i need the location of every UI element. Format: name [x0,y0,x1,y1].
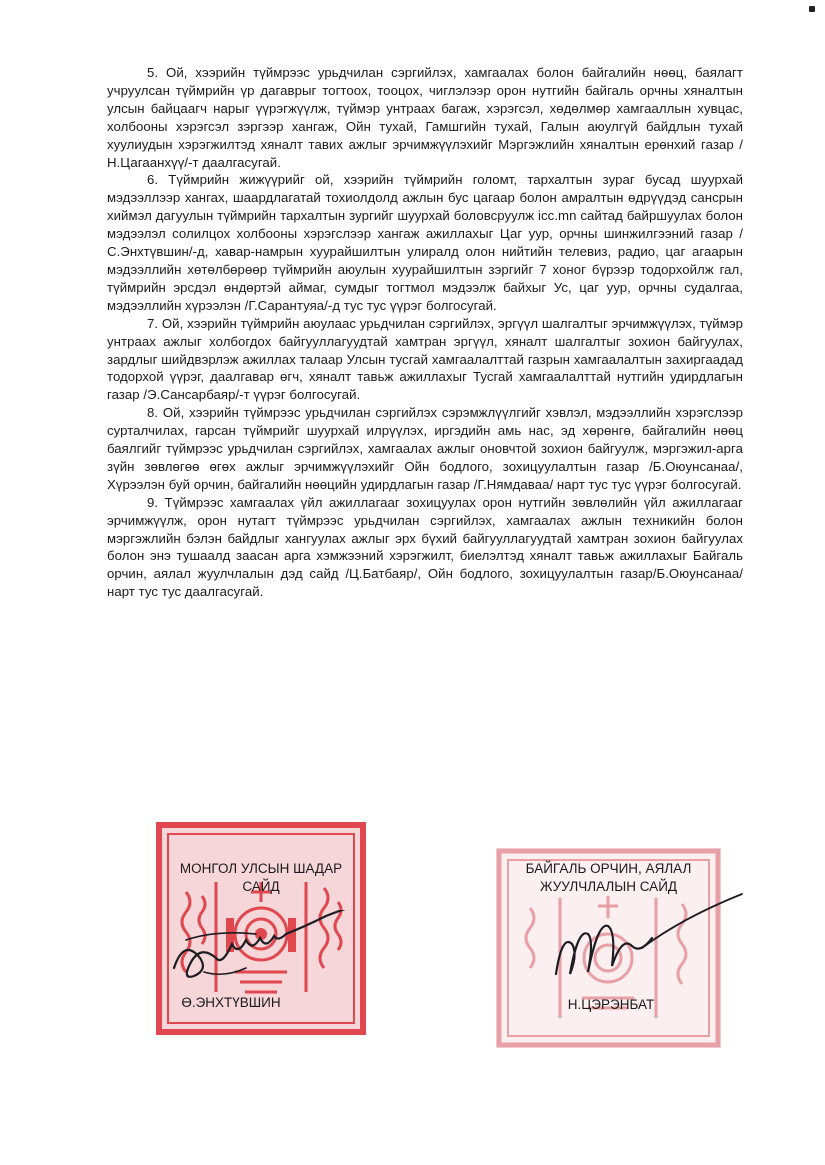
left-signatory-name: Ө.ЭНХТҮВШИН [181,995,281,1010]
left-title-line-1: МОНГОЛ УЛСЫН ШАДАР [179,861,343,876]
left-signatory-title [156,860,366,896]
order-body-text [107,64,743,601]
right-title-line-2: ЖУУЛЧЛАЛЫН САЙД [539,879,678,894]
right-handwritten-signature [546,888,746,988]
paragraph-item-8: 8. Ой, хээрийн түймрээс урьдчилан сэргийлэх сэрэмжлүүлгийг хэвлэл, мэдээллийн хэрэгслээр сурталчилах, гарсан түймрийг шуурхай илрүүлэх, иргэдийн амь нас, эд хөрөнгө, байгалийн нөөц баялгийг түймрээс урьдчилан сэргийлэх, хамгаалах ажлыг оновчтой зохион байгуулж, мэргэжил-арга зүйн зөвлөгөө өгөх ажлыг эрчимжүүлэхийг Ойн бодлого, зохицуулалтын газар /Б.Оюунсанаа/, Хүрээлэн буй орчин, байгалийн нөөцийн удирдлагын газар /Г.Нямдаваа/ нарт тус тус үүрэг болгосугай. [107,405,743,492]
paragraph-item-9: 9. Түймрээс хамгаалах үйл ажиллагааг зохицуулах орон нутгийн зөвлөлийн үйл ажиллагааг эрчимжүүлж, орон нутагт түймрээс урьдчилан сэргийлэх, хамгаалах ажлын техникийн болон мэргэжлийн бэлэн байдлыг хангуулах ажлыг эрх бүхий байгууллагуудтай хамтран зохион байгуулах болон энэ тушаалд заасан арга хэмжээний хэрэгжилт, биелэлтэд хяналт тавьж ажиллахыг Байгаль орчин, аялал жуулчлалын дэд сайд /Ц.Батбаяр/, Ойн бодлого, зохицуулалтын газар/Б.Оюунсанаа/ нарт тус тус даалгасугай. [107,494,743,600]
paragraph-item-7: 7. Ой, хээрийн түймрийн аюулаас урьдчилан сэргийлэх, эргүүл шалгалтыг эрчимжүүлэх, түймэр унтраах ажлыг холбогдох байгууллагуудтай хамтран эргүүл, хяналт шалгалтыг зохион байгуулах, зардлыг шийдвэрлэж ажиллах талаар Улсын тусгай хамгаалалттай газрын хамгаалалтын захиргаадад тодорхой үүрэг, даалгавар өгч, хяналт тавьж ажиллахыг Тусгай хамгаалалттай нутгийн удирдлагын газар /Э.Сансарбаяр/-т үүрэг болгосугай. [107,315,743,403]
paragraph-item-6: 6. Түймрийн жижүүрийг ой, хээрийн түймрийн голомт, тархалтын зураг бусад шуурхай мэдээллээр хангах, шаардлагатай тохиолдолд ажлын бус цагаар болон амралтын өдрүүдэд сансрын хиймэл дагуулын түймрийн тархалтын зургийг шуурхай боловсруулж icc.mn сайтад байршуулах болон мэдээлэл солилцох холбооны хэрэгслээр хангаж ажиллахыг Цаг уур, орчны шинжилгээний газар /С.Энхтүвшин/-д, хавар-намрын хуурайшилтын улиралд олон нийтийн телевиз, радио, цаг агаарын мэдээллийн хөтөлбөрөөр түймрийн аюулын хуурайшилтын зэргийг 7 хоног бүрээр тодорхойлж гал, түймрийн эрсдэл өндөртэй аймаг, сумдыг тогтмол мэдээлж байхыг Ус, цаг уур, орчны судалгаа, мэдээллийн хүрээлэн /Г.Сарантуяа/-д тус тус үүрэг болгосугай. [107,172,743,313]
right-signatory-name: Н.ЦЭРЭНБАТ [567,997,655,1012]
minister-environment-signature-block [496,848,721,1048]
left-title-line-2: САЙД [242,879,280,894]
paragraph-item-5: 5. Ой, хээрийн түймрээс урьдчилан сэргийлэх, хамгаалах болон байгалийн нөөц, баялагт учруулсан түймрийн үр дагаврыг тогтоох, тооцох, чиглэлээр орон нутгийн байгаль орчны хяналтын улсын байцаагч нарыг үүрэгжүүлж, түймэр унтраах багаж, хэрэгсэл, хөдөлмөр хамгааллын хувцас, холбооны хэрэгсэл зэргээр хангаж, Ойн тухай, Гамшгийн тухай, Галын аюулгүй байдлын тухай хуулиудын хэрэгжилтэд хяналт тавих ажлыг эрчимжүүлэхийг Мэргэжлийн хяналтын ерөнхий газар /Н.Цагаанхүү/-т даалгасугай. [107,65,743,170]
deputy-pm-signature-block [156,822,366,1035]
right-title-line-1: БАЙГАЛЬ ОРЧИН, АЯЛАЛ [525,861,692,876]
scan-corner-mark [809,6,815,12]
left-handwritten-signature [164,910,394,990]
